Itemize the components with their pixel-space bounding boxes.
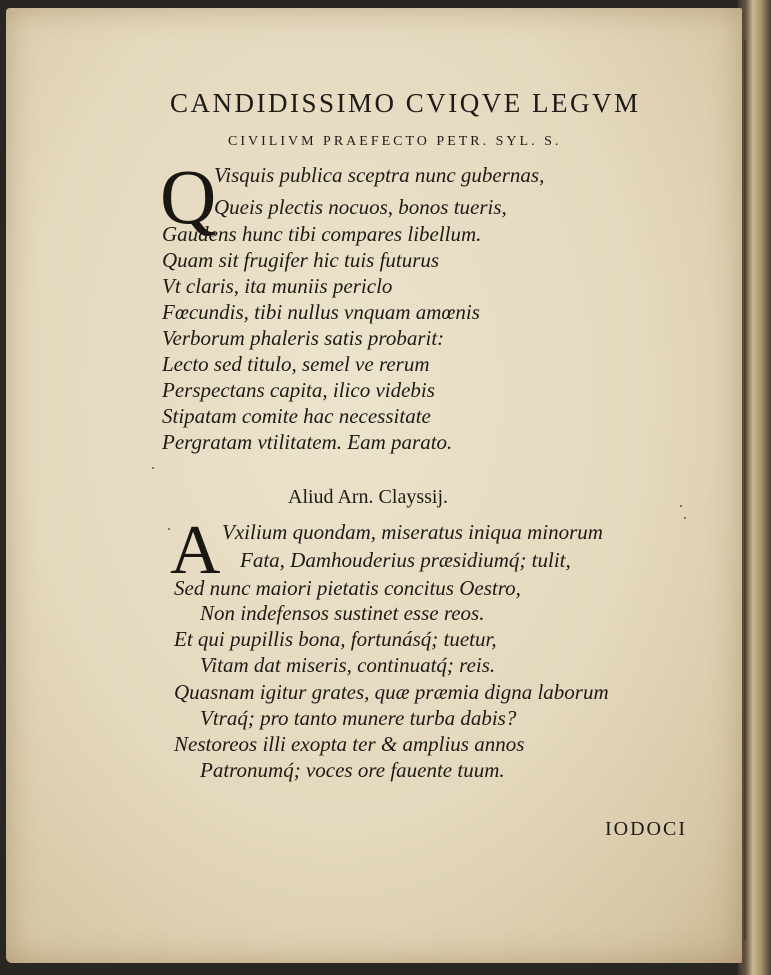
poem2-line: Et qui pupillis bona, fortunásq́; tuetur, (174, 627, 497, 651)
poem2-heading: Aliud Arn. Clayssij. (288, 486, 449, 508)
poem2-line: Vitam dat miseris, continuatq́; reis. (200, 653, 496, 677)
catchword: IODOCI (605, 818, 687, 840)
poem2-line: Vtraq́; pro tanto munere turba dabis? (200, 706, 517, 730)
poem2-line: Quasnam igitur grates, quæ præmia digna laborum (174, 680, 609, 704)
poem1-line: Stipatam comite hac necessitate (162, 404, 431, 428)
ink-speck (684, 517, 686, 519)
poem1-line: Visquis publica sceptra nunc gubernas, (214, 163, 545, 187)
poem1-line: Pergratam vtilitatem. Eam parato. (162, 430, 453, 454)
ink-speck (152, 467, 154, 469)
poem2-line: Nestoreos illi exopta ter & amplius annos (174, 732, 525, 756)
poem1-line: Queis plectis nocuos, bonos tueris, (214, 195, 507, 219)
poem1-line: Perspectans capita, ilico videbis (162, 378, 435, 402)
poem2-line: Fata, Damhouderius præsidiumq́; tulit, (240, 548, 571, 572)
poem1-line: Quam sit frugifer hic tuis futurus (162, 248, 440, 272)
book-gutter (738, 0, 771, 975)
poem2-line: Vxilium quondam, miseratus iniqua minorum (222, 520, 603, 544)
drop-cap-a: A (170, 512, 221, 589)
poem2-line: Non indefensos sustinet esse reos. (200, 601, 485, 625)
poem1-line: Lecto sed titulo, semel ve rerum (162, 352, 430, 376)
poem2-line: Sed nunc maiori pietatis concitus Oestro, (174, 576, 521, 600)
poem1-line: Fœcundis, tibi nullus vnquam amœnis (162, 300, 480, 324)
page-title: CANDIDISSIMO CVIQVE LEGVM (170, 88, 641, 118)
poem1-line: Verborum phaleris satis probarit: (162, 326, 445, 350)
page-edge (744, 40, 746, 940)
ink-speck (168, 528, 170, 530)
drop-cap-q: Q (160, 153, 217, 240)
poem1-line: Gaudens hunc tibi compares libellum. (162, 222, 482, 246)
poem1-line: Vt claris, ita muniis periclo (162, 274, 393, 298)
page-subtitle: CIVILIVM PRAEFECTO PETR. SYL. S. (228, 134, 562, 149)
ink-speck (680, 505, 682, 507)
poem2-line: Patronumq́; voces ore fauente tuum. (200, 758, 505, 782)
